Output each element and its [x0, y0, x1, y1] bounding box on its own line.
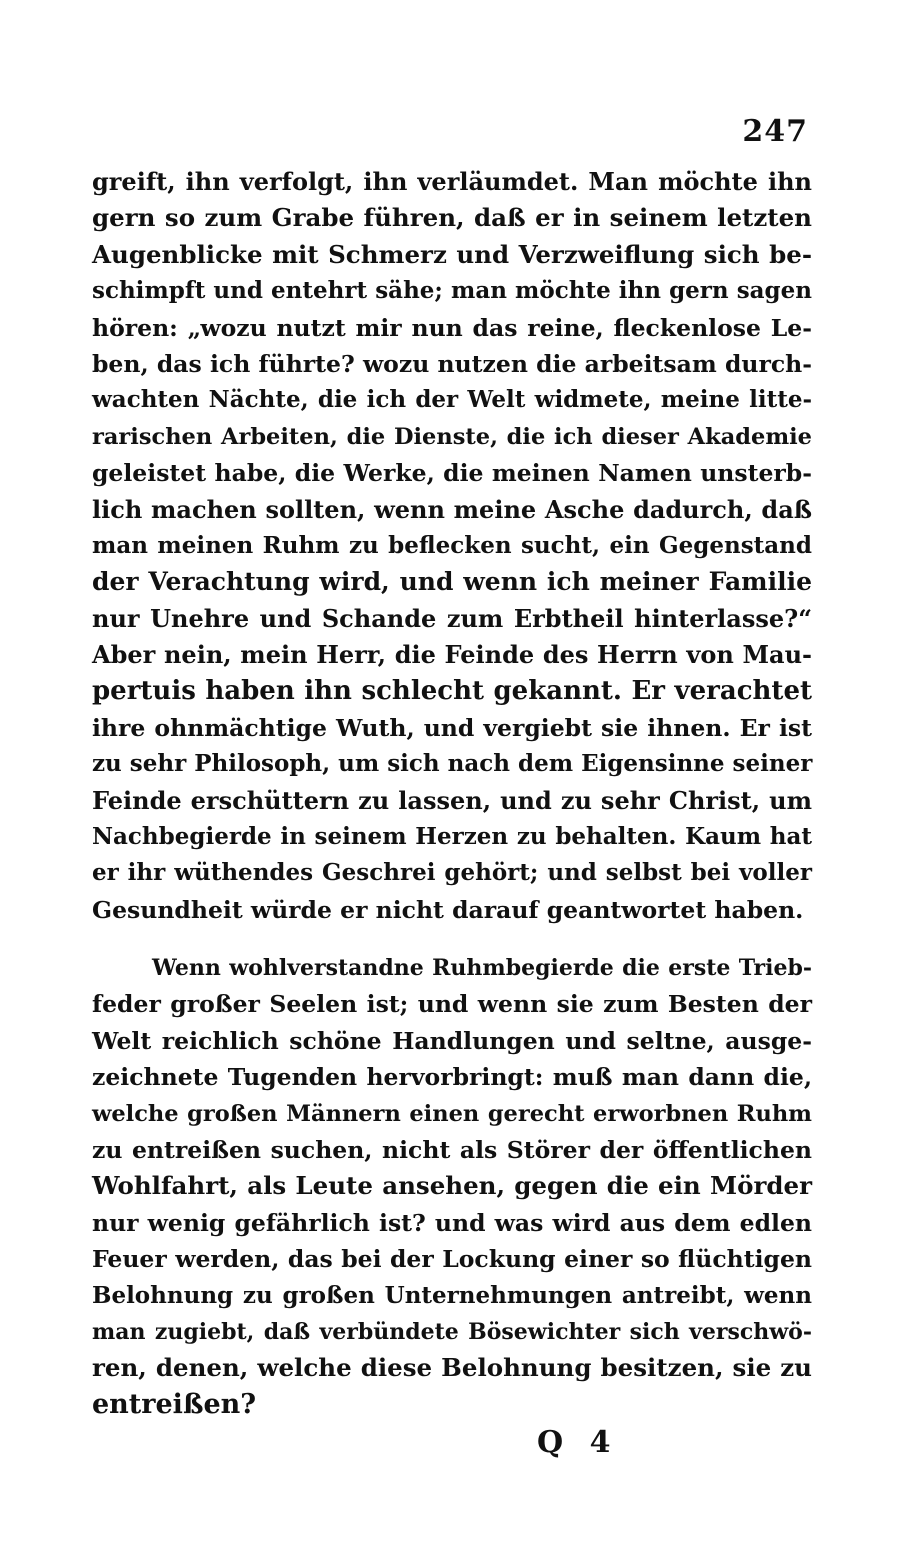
- text-line: Aber nein, mein Herr, die Feinde des Herrn von Mau-: [92, 640, 812, 670]
- text-line: ben, das ich führte? wozu nutzen die arbeitsam durch-: [92, 349, 812, 378]
- text-line: zeichnete Tugenden hervorbringt: muß man dann die,: [92, 1063, 812, 1092]
- text-line: ihre ohnmächtige Wuth, und vergiebt sie ihnen. Er ist: [92, 713, 812, 742]
- text-line: man zugiebt, daß verbündete Bösewichter sich verschwö-: [92, 1318, 812, 1345]
- text-line: nur wenig gefährlich ist? und was wird aus dem edlen: [92, 1208, 812, 1237]
- text-line: Feinde erschüttern zu lassen, und zu sehr Christ, um: [92, 785, 812, 815]
- text-line: rarischen Arbeiten, die Dienste, die ich dieser Akademie: [92, 423, 812, 450]
- text-line: man meinen Ruhm zu beflecken sucht, ein Gegenstand: [92, 531, 812, 559]
- text-line: geleistet habe, die Werke, die meinen Namen unsterb-: [92, 459, 812, 488]
- paragraph-1: [92, 164, 812, 928]
- signature-mark: Q 4: [537, 1425, 619, 1460]
- text-line: Gesundheit würde er nicht darauf geantwortet haben.: [92, 895, 804, 924]
- text-line: Feuer werden, das bei der Lockung einer so flüchtigen: [92, 1245, 812, 1274]
- text-line: nur Unehre und Schande zum Erbtheil hinterlasse?“: [92, 603, 812, 633]
- page-number: 247: [742, 114, 808, 149]
- text-line: schimpft und entehrt sähe; man möchte ihn gern sagen: [92, 277, 812, 305]
- text-line: Wenn wohlverstandne Ruhmbegierde die erste Trieb-: [152, 955, 812, 981]
- text-line: ren, denen, welche diese Belohnung besitzen, sie zu: [92, 1353, 812, 1383]
- text-line: greift, ihn verfolgt, ihn verläumdet. Man möchte ihn: [92, 167, 812, 196]
- text-line: welche großen Männern einen gerecht erworbnen Ruhm: [92, 1100, 812, 1127]
- text-line: zu entreißen suchen, nicht als Störer der öffentlichen: [92, 1135, 812, 1164]
- paragraph-2: [92, 950, 812, 1423]
- text-line: Wohlfahrt, als Leute ansehen, gegen die ein Mörder: [92, 1171, 812, 1201]
- text-line: feder großer Seelen ist; und wenn sie zum Besten der: [92, 990, 812, 1019]
- text-line: entreißen?: [92, 1388, 257, 1420]
- text-line: lich machen sollten, wenn meine Asche dadurch, daß: [92, 494, 812, 524]
- text-line: Welt reichlich schöne Handlungen und seltne, ausge-: [92, 1026, 812, 1055]
- text-line: wachten Nächte, die ich der Welt widmete, meine litte-: [92, 386, 812, 414]
- text-line: pertuis haben ihn schlecht gekannt. Er verachtet: [92, 676, 812, 707]
- text-line: Augenblicke mit Schmerz und Verzweiflung sich be-: [92, 239, 812, 269]
- text-line: er ihr wüthendes Geschrei gehört; und selbst bei voller: [92, 859, 812, 887]
- text-line: der Verachtung wird, und wenn ich meiner Familie: [92, 567, 812, 597]
- text-line: gern so zum Grabe führen, daß er in seinem letzten: [92, 203, 812, 233]
- text-line: Nachbegierde in seinem Herzen zu behalten. Kaum hat: [92, 823, 812, 851]
- text-line: hören: „wozu nutzt mir nun das reine, fleckenlose Le-: [92, 313, 812, 342]
- text-line: zu sehr Philosoph, um sich nach dem Eigensinne seiner: [92, 750, 813, 778]
- text-line: Belohnung zu großen Unternehmungen antreibt, wenn: [92, 1281, 812, 1309]
